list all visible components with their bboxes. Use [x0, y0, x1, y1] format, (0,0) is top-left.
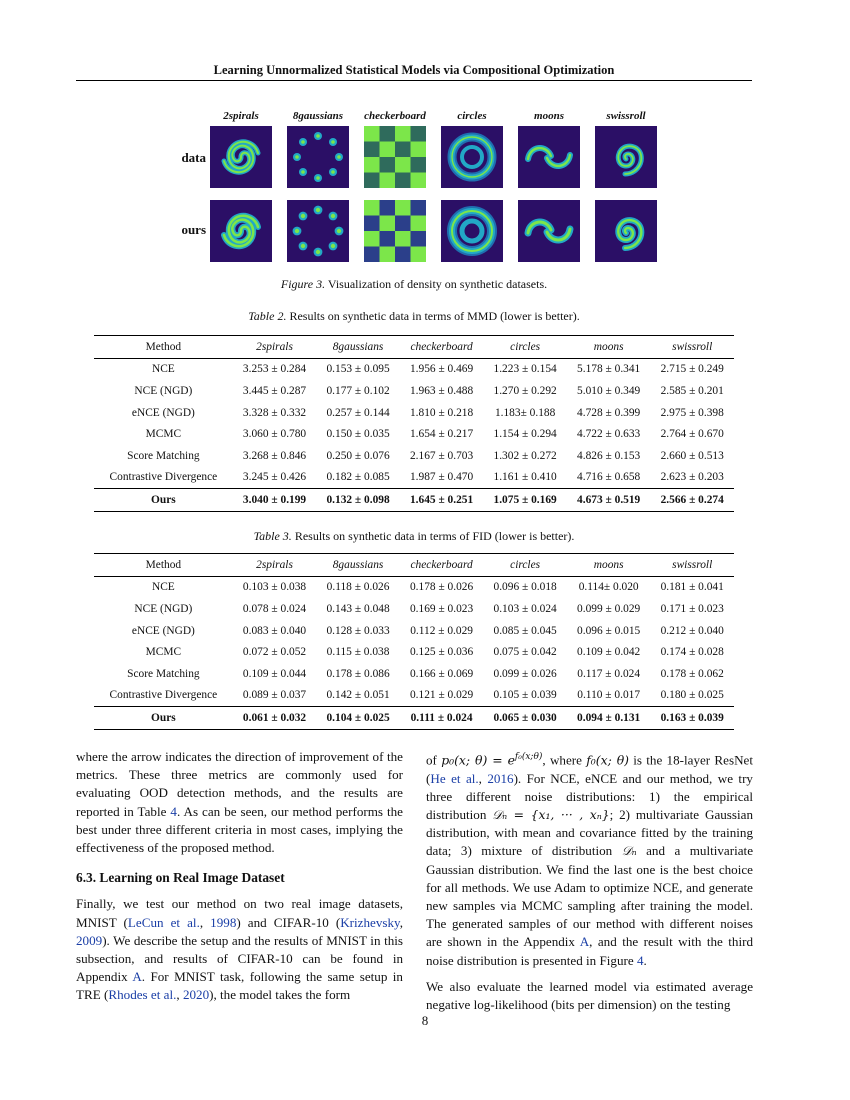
citation-link[interactable]: He et al.: [430, 770, 479, 786]
table-cell: 0.109 ± 0.042: [577, 646, 641, 659]
table-cell: 0.083 ± 0.040: [242, 624, 307, 637]
table-cell: 1.075 ± 0.169: [483, 489, 567, 512]
table-cell: Ours: [94, 489, 233, 512]
table-cell: 0.150 ± 0.035: [326, 428, 390, 441]
table-ref-link[interactable]: 4: [170, 803, 177, 819]
table-row: [94, 445, 734, 467]
density-8gaussians-ours: [287, 200, 349, 262]
table-2-mmd: [94, 335, 734, 512]
table-cell: 4.673 ± 0.519: [567, 489, 651, 512]
table-cell: 0.111 ± 0.024: [400, 707, 484, 730]
density-swissroll-ours: [595, 200, 657, 262]
table-cell: 4.716 ± 0.658: [577, 471, 641, 484]
text-run: ; 2) multivariate Gaussian distribution, with mean and covariance fitted by the training data; 3) mixture of distribution: [426, 806, 753, 859]
text-run: . As can be seen, our method performs the best under three different criteria in most cases, implying the effectiveness of the proposed method.: [76, 803, 403, 856]
table-cell: MCMC: [145, 646, 182, 659]
table2-caption-text: Results on synthetic data in terms of MMD (lower is better).: [286, 309, 580, 323]
text-run: . For MNIST task, following the same setup in TRE (: [76, 969, 403, 1003]
table-cell: 4.722 ± 0.633: [577, 428, 641, 441]
table-header-cell: swissroll: [650, 336, 734, 359]
table-cell: 2.764 ± 0.670: [660, 428, 724, 441]
table-cell: 2.975 ± 0.398: [660, 406, 724, 419]
table-cell: 0.112 ± 0.029: [410, 624, 473, 637]
text-run: ). For NCE, eNCE and our method, we try three different noise distributions: 1) the empirical distribution: [426, 770, 753, 822]
table-header-cell: 8gaussians: [316, 554, 400, 577]
appendix-ref-link[interactable]: A: [132, 969, 142, 985]
running-head: Learning Unnormalized Statistical Models via Compositional Optimization: [213, 63, 615, 77]
table-cell: 0.250 ± 0.076: [326, 449, 390, 462]
table-cell: 0.166 ± 0.069: [409, 667, 474, 680]
text-run: ,: [199, 914, 211, 930]
table-header-cell: Method: [94, 336, 233, 359]
math-superscript: f₀(x;θ): [514, 752, 543, 762]
text-run: and a multivariate Gaussian distribution. We find the last one is the best choice for all methods. We use Adam to optimize NCE, and generate new samples via MCMC sampling after training the model. The generated samples of our method with different noises are shown in the Appendix: [426, 843, 753, 950]
table-row: [94, 663, 734, 685]
table-row: [94, 358, 734, 380]
appendix-ref-link[interactable]: A: [579, 934, 590, 950]
table-cell: Ours: [94, 707, 233, 730]
paragraph: [76, 895, 403, 1004]
table-row: [94, 380, 734, 402]
table-cell: 0.104 ± 0.025: [316, 707, 400, 730]
table-cell: eNCE (NGD): [131, 406, 195, 419]
table-cell: 0.061 ± 0.032: [233, 707, 317, 730]
text-run: Finally, we test our method on two real image datasets, MNIST (: [76, 896, 403, 930]
citation-year-link[interactable]: 1998: [210, 914, 237, 930]
text-run: .: [643, 952, 647, 968]
table-header-cell: moons: [567, 554, 651, 577]
table-header-cell: circles: [483, 336, 567, 359]
table-cell: Score Matching: [127, 449, 200, 462]
table-cell: 3.060 ± 0.780: [242, 428, 307, 441]
table2-caption: [76, 309, 752, 324]
table-cell: 0.143 ± 0.048: [326, 602, 390, 615]
table-cell: 0.094 ± 0.131: [567, 707, 651, 730]
figure-col-label: checkerboard: [364, 110, 426, 122]
text-run: , and the result with the third noise distribution is presented in Figure: [426, 934, 753, 968]
density-moons-data: [518, 126, 580, 188]
table-cell: 0.103 ± 0.038: [242, 581, 307, 594]
figure-caption: [76, 277, 752, 292]
citation-year-link[interactable]: 2016: [487, 770, 514, 786]
figure-col-label: moons: [534, 110, 564, 122]
math-inline: p₀(x; θ) = e: [441, 752, 515, 768]
table-row: [94, 641, 734, 663]
table-cell: 5.178 ± 0.341: [577, 363, 641, 376]
table-header-cell: Method: [94, 554, 233, 577]
table-cell: 2.167 ± 0.703: [409, 449, 474, 462]
table-cell: 0.142 ± 0.051: [326, 689, 390, 702]
math-inline: 𝒟ₙ: [621, 843, 637, 859]
table-cell: 2.585 ± 0.201: [660, 384, 724, 397]
citation-link[interactable]: Krizhevsky: [340, 914, 400, 930]
table-cell: 0.085 ± 0.045: [493, 624, 557, 637]
table-row-ours: [94, 707, 734, 730]
table-cell: 1.654 ± 0.217: [409, 428, 474, 441]
table-cell: 0.118 ± 0.026: [326, 581, 390, 594]
text-run: , where: [542, 752, 587, 768]
table-cell: NCE (NGD): [134, 384, 193, 397]
table-cell: 0.182 ± 0.085: [326, 471, 390, 484]
density-circles-ours: [441, 200, 503, 262]
table-cell: 3.328 ± 0.332: [242, 406, 307, 419]
density-8gaussians-data: [287, 126, 349, 188]
table-cell: 0.117 ± 0.024: [577, 667, 641, 680]
table-header-cell: circles: [483, 554, 567, 577]
table-cell: 3.268 ± 0.846: [242, 449, 307, 462]
table-header-cell: 2spirals: [233, 554, 317, 577]
table-cell: 3.253 ± 0.284: [242, 363, 307, 376]
figure-row-label: data: [181, 150, 206, 165]
figure-col-label: 2spirals: [223, 110, 259, 122]
table-cell: 0.121 ± 0.029: [409, 689, 474, 702]
table-row: [94, 598, 734, 620]
figure-caption-label: Figure 3.: [280, 277, 326, 291]
table2-caption-label: Table 2.: [248, 309, 287, 323]
table-cell: 0.180 ± 0.025: [660, 689, 724, 702]
table-cell: 0.178 ± 0.026: [409, 581, 474, 594]
table-cell: 0.078 ± 0.024: [242, 602, 307, 615]
citation-year-link[interactable]: 2009: [76, 932, 103, 948]
table-cell: NCE (NGD): [134, 602, 193, 615]
citation-link[interactable]: Rhodes et al.: [108, 987, 177, 1003]
table-cell: 1.223 ± 0.154: [493, 363, 557, 376]
table-cell: 0.132 ± 0.098: [316, 489, 400, 512]
table-header-cell: moons: [567, 336, 651, 359]
table-3-fid: [94, 553, 734, 730]
table-header-cell: swissroll: [650, 554, 734, 577]
table-row: [94, 620, 734, 642]
table-cell: 2.715 ± 0.249: [660, 363, 724, 376]
figure-col-label: swissroll: [606, 110, 646, 122]
table-cell: 0.096 ± 0.018: [493, 581, 557, 594]
table-row: [94, 423, 734, 445]
table-cell: 0.075 ± 0.042: [493, 646, 557, 659]
math-inline: 𝒟ₙ = {x₁, ··· , xₙ}: [492, 806, 610, 822]
table-header-cell: checkerboard: [400, 554, 484, 577]
table-header-row: [94, 336, 734, 359]
density-circles-data: [441, 126, 503, 188]
table-cell: 1.810 ± 0.218: [409, 406, 474, 419]
text-run: of: [426, 752, 442, 768]
table-cell: 0.065 ± 0.030: [483, 707, 567, 730]
density-checkerboard-ours: [364, 200, 426, 262]
table-cell: 1.161 ± 0.410: [493, 471, 557, 484]
figure-row-label: ours: [181, 222, 206, 237]
table-cell: 1.987 ± 0.470: [409, 471, 474, 484]
table-row: [94, 685, 734, 707]
table-cell: MCMC: [145, 428, 182, 441]
table-cell: 0.169 ± 0.023: [409, 602, 474, 615]
header-rule: [76, 80, 752, 81]
citation-link[interactable]: LeCun et al.: [127, 914, 200, 930]
table-cell: 0.072 ± 0.052: [242, 646, 307, 659]
table3-caption-label: Table 3.: [253, 529, 292, 543]
density-swissroll-data: [595, 126, 657, 188]
table-cell: NCE: [151, 581, 175, 594]
table-cell: 2.623 ± 0.203: [660, 471, 724, 484]
table-row: [94, 576, 734, 598]
table-cell: 0.257 ± 0.144: [326, 406, 390, 419]
table-header-cell: checkerboard: [400, 336, 484, 359]
table-cell: 0.174 ± 0.028: [660, 646, 724, 659]
table-cell: 3.445 ± 0.287: [242, 384, 307, 397]
table-cell: 0.109 ± 0.044: [242, 667, 307, 680]
table-cell: 1.963 ± 0.488: [409, 384, 474, 397]
text-run: ), the model takes the form: [209, 987, 351, 1003]
text-run: ,: [176, 987, 183, 1003]
figure-col-label: circles: [457, 110, 487, 122]
text-run: ). We describe the setup and the results of MNIST in this subsection, and results of CIFAR-10 can be found in Appendix: [76, 932, 403, 985]
table-cell: 0.114± 0.020: [578, 581, 639, 594]
table-row-ours: [94, 489, 734, 512]
table-row: [94, 467, 734, 489]
table-cell: 5.010 ± 0.349: [577, 384, 641, 397]
table-cell: Contrastive Divergence: [109, 689, 218, 702]
figure-col-label: 8gaussians: [292, 110, 344, 122]
right-column: [426, 748, 753, 1022]
text-run: ,: [478, 770, 488, 786]
paragraph: [426, 748, 753, 970]
table-cell: 1.645 ± 0.251: [400, 489, 484, 512]
table-header-cell: 8gaussians: [316, 336, 400, 359]
table-cell: 2.566 ± 0.274: [650, 489, 734, 512]
table-cell: 2.660 ± 0.513: [660, 449, 724, 462]
text-run: is the 18-layer ResNet (: [426, 752, 753, 786]
text-run: ,: [399, 914, 403, 930]
table-cell: 1.956 ± 0.469: [409, 363, 474, 376]
citation-year-link[interactable]: 2020: [182, 987, 210, 1003]
table-cell: NCE: [151, 363, 175, 376]
table-cell: 3.245 ± 0.426: [242, 471, 307, 484]
table-cell: 0.089 ± 0.037: [242, 689, 307, 702]
figure-ref-link[interactable]: 4: [636, 952, 644, 968]
paragraph: We also evaluate the learned model via estimated average negative log-likelihood (bits per dimension) on the testing: [426, 978, 753, 1012]
table-cell: 0.125 ± 0.036: [409, 646, 474, 659]
figure-3: [160, 108, 680, 268]
table-cell: 0.099 ± 0.026: [493, 667, 557, 680]
table-cell: 0.096 ± 0.015: [577, 624, 641, 637]
table-cell: 1.154 ± 0.294: [493, 428, 557, 441]
table-cell: 0.128 ± 0.033: [326, 624, 390, 637]
table-header-cell: 2spirals: [233, 336, 317, 359]
density-moons-ours: [518, 200, 580, 262]
math-inline: f₀(x; θ): [586, 752, 629, 768]
table-cell: 0.103 ± 0.024: [493, 602, 557, 615]
table-cell: 0.212 ± 0.040: [660, 624, 724, 637]
figure-caption-text: Visualization of density on synthetic datasets.: [325, 277, 548, 291]
table-cell: 0.181 ± 0.041: [660, 581, 724, 594]
table-cell: 0.105 ± 0.039: [493, 689, 557, 702]
table-cell: 0.171 ± 0.023: [660, 602, 724, 615]
table-cell: Score Matching: [127, 667, 200, 680]
table-cell: 0.115 ± 0.038: [326, 646, 390, 659]
table-cell: 1.302 ± 0.272: [493, 449, 557, 462]
table-cell: 4.826 ± 0.153: [577, 449, 641, 462]
table-cell: 0.099 ± 0.029: [577, 602, 641, 615]
table-cell: 0.178 ± 0.062: [660, 667, 724, 680]
table-cell: 0.163 ± 0.039: [650, 707, 734, 730]
table-cell: 0.177 ± 0.102: [326, 384, 390, 397]
table-cell: eNCE (NGD): [131, 624, 195, 637]
text-run: ) and CIFAR-10 (: [236, 914, 341, 930]
section-heading: 6.3. Learning on Real Image Dataset: [76, 870, 285, 886]
density-2spirals-data: [210, 126, 272, 188]
text-run: where the arrow indicates the direction of improvement of the metrics. These three metrics are commonly used for evaluating OOD detection methods, and the results are reported in Table: [76, 749, 403, 819]
table-cell: 0.110 ± 0.017: [577, 689, 641, 702]
table-cell: 0.153 ± 0.095: [326, 363, 390, 376]
table-cell: 1.183± 0.188: [494, 406, 556, 419]
table-cell: 1.270 ± 0.292: [493, 384, 557, 397]
table-cell: 4.728 ± 0.399: [577, 406, 641, 419]
paragraph: [76, 748, 403, 857]
left-column: [76, 748, 403, 1013]
table-cell: 0.178 ± 0.086: [326, 667, 390, 680]
density-checkerboard-data: [364, 126, 426, 188]
page-number: 8: [421, 1013, 429, 1028]
table-cell: Contrastive Divergence: [109, 471, 218, 484]
table3-caption-text: Results on synthetic data in terms of FID (lower is better).: [291, 529, 575, 543]
table3-caption: [76, 529, 752, 544]
density-2spirals-ours: [210, 200, 272, 262]
table-row: [94, 402, 734, 424]
table-cell: 3.040 ± 0.199: [233, 489, 317, 512]
table-header-row: [94, 554, 734, 577]
